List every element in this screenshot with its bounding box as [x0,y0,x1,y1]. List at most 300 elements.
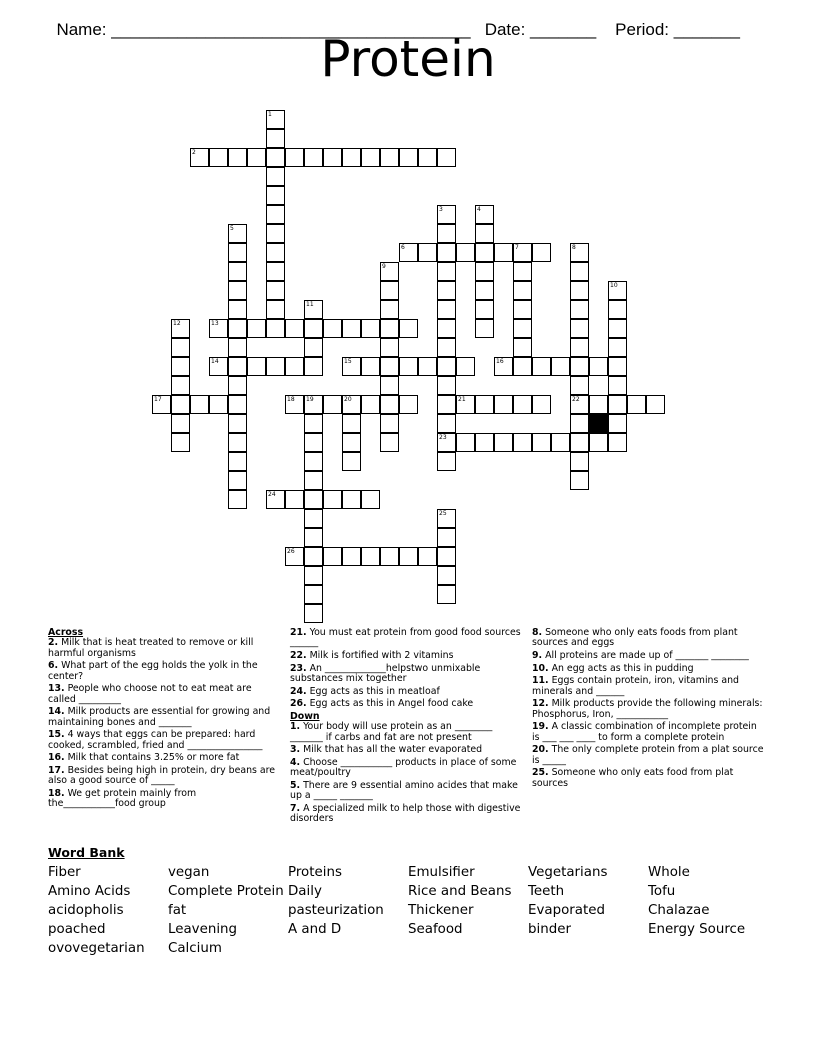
clue-number: 2. [48,637,59,649]
crossword-cell[interactable] [361,148,380,167]
crossword-cell[interactable] [608,300,627,319]
word-bank-item: fat [168,903,187,918]
crossword-cell[interactable] [342,452,361,471]
crossword-cell[interactable] [171,357,190,376]
crossword-cell[interactable] [437,414,456,433]
clue-number: 17. [48,765,65,776]
clue-number: 23. [290,662,307,674]
clue-text: Milk products provide the following minerals: Phosphorus, Iron, ___________ [532,698,763,720]
crossword-cell[interactable] [228,319,247,338]
crossword-cell[interactable] [437,376,456,395]
clue-number: 12. [532,698,549,710]
crossword-cell[interactable] [437,338,456,357]
crossword-cell[interactable] [247,319,266,338]
black-cell [589,414,608,433]
clue-number: 25. [532,767,549,779]
crossword-cell[interactable] [608,395,627,414]
crossword-cell[interactable] [361,547,380,566]
crossword-cell[interactable] [380,395,399,414]
crossword-cell[interactable] [475,243,494,262]
clue-number: 20. [532,744,549,756]
clue-text: An egg acts as this in pudding [548,662,694,674]
word-bank-item: Seafood [408,922,463,937]
crossword-cell[interactable] [323,148,342,167]
crossword-cell[interactable] [608,338,627,357]
crossword-cell[interactable] [304,471,323,490]
crossword-cell[interactable] [266,243,285,262]
clue-number: 13. [48,683,65,695]
clue-text: What part of the egg holds the yolk in the center? [48,660,258,682]
clue-text: An _____________helpstwo unmixable substances mix together [290,662,481,684]
clue-item [48,661,280,682]
cell-number: 18 [287,396,295,403]
clue-text: Your body will use protein as an ________ _______ if carbs and fat are not present [290,721,493,743]
crossword-cell[interactable] [589,433,608,452]
crossword-cell[interactable] [437,566,456,585]
crossword-cell[interactable] [570,433,589,452]
crossword-cell[interactable] [532,433,551,452]
crossword-cell[interactable] [475,224,494,243]
crossword-cell[interactable] [437,357,456,376]
word-bank-item: poached [48,922,106,937]
crossword-cell[interactable] [437,395,456,414]
crossword-cell[interactable] [437,224,456,243]
crossword-cell[interactable] [380,300,399,319]
cell-number: 17 [154,396,162,403]
crossword-cell[interactable] [589,357,608,376]
clue-number: 15. [48,729,65,741]
crossword-cell[interactable] [209,395,228,414]
crossword-cell[interactable] [399,319,418,338]
crossword-cell[interactable] [266,357,285,376]
word-bank-item: Rice and Beans [408,884,512,899]
crossword-cell[interactable] [304,585,323,604]
crossword-cell[interactable] [437,452,456,471]
crossword-cell[interactable] [456,243,475,262]
crossword-cell[interactable] [304,357,323,376]
word-bank-item: Proteins [288,865,342,880]
word-bank-item: A and D [288,922,342,937]
clue-text: 4 ways that eggs can be prepared: hard cooked, scrambled, fried and ________________ [48,729,263,751]
crossword-cell[interactable] [437,585,456,604]
cell-number: 21 [458,396,466,403]
crossword-cell[interactable] [380,338,399,357]
crossword-cell[interactable] [190,395,209,414]
crossword-cell[interactable] [608,414,627,433]
crossword-cell[interactable] [437,319,456,338]
crossword-cell[interactable] [513,395,532,414]
word-bank-item: Daily [288,884,322,899]
crossword-cell[interactable] [380,414,399,433]
clue-item [532,745,764,766]
clue-number: 10. [532,662,549,674]
crossword-cell[interactable] [513,433,532,452]
word-bank-item: acidopholis [48,903,124,918]
cell-number: 15 [344,358,352,365]
clue-number: 18. [48,788,65,799]
clue-number: 22. [290,650,307,661]
crossword-cell[interactable] [247,357,266,376]
clue-text: You must eat protein from good food sources ______ [290,627,521,649]
word-bank-item: vegan [168,865,210,880]
crossword-cell[interactable] [171,338,190,357]
word-bank-item: Chalazae [648,903,710,918]
clue-item [290,699,522,709]
clue-item [532,699,764,720]
cell-number: 22 [572,396,580,403]
word-bank-item: ovovegetarian [48,941,145,956]
crossword-cell[interactable] [570,319,589,338]
crossword-cell[interactable] [456,357,475,376]
crossword-cell[interactable] [456,433,475,452]
crossword-cell[interactable] [171,414,190,433]
crossword-cell[interactable] [418,148,437,167]
crossword-cell[interactable] [228,300,247,319]
clue-item [532,664,764,674]
crossword-cell[interactable] [570,452,589,471]
clue-number: 3. [290,744,301,756]
crossword-cell[interactable] [380,319,399,338]
crossword-cell[interactable] [437,528,456,547]
crossword-cell[interactable] [266,129,285,148]
crossword-cell[interactable] [608,319,627,338]
clue-item [290,722,522,743]
crossword-cell[interactable] [513,262,532,281]
crossword-cell[interactable] [266,281,285,300]
crossword-cell[interactable] [266,205,285,224]
crossword-cell[interactable] [304,547,323,566]
clue-item [532,676,764,697]
crossword-cell[interactable] [380,357,399,376]
crossword-cell[interactable] [608,433,627,452]
crossword-cell[interactable] [418,357,437,376]
crossword-cell[interactable] [342,319,361,338]
crossword-cell[interactable] [323,319,342,338]
clue-item [48,684,280,705]
cell-number: 10 [610,282,618,289]
cell-number: 24 [268,491,276,498]
word-bank [48,863,768,958]
crossword-cell[interactable] [608,376,627,395]
cell-number: 19 [306,396,314,403]
crossword-cell[interactable] [361,357,380,376]
crossword-cell[interactable] [513,300,532,319]
clue-text: Egg acts as this in Angel food cake [306,698,474,710]
page-title: Protein [320,30,496,88]
crossword-cell[interactable] [475,433,494,452]
crossword-cell[interactable] [285,357,304,376]
crossword-cell[interactable] [475,281,494,300]
crossword-cell[interactable] [380,281,399,300]
crossword-cell[interactable] [304,566,323,585]
crossword-cell[interactable] [361,319,380,338]
crossword-cell[interactable] [266,148,285,167]
name-field[interactable]: Name: ______________________________________ [56,20,471,39]
cell-number: 3 [439,206,443,213]
crossword-cell[interactable] [513,357,532,376]
clue-item [48,707,280,728]
clue-text: Choose ___________ products in place of some meat/poultry [290,756,517,779]
clues-column-2 [290,628,522,827]
crossword-cell[interactable] [304,338,323,357]
word-bank-item: Thickener [408,903,474,918]
crossword-cell[interactable] [323,395,342,414]
crossword-cell[interactable] [532,243,551,262]
crossword-cell[interactable] [228,281,247,300]
crossword-cell[interactable] [171,395,190,414]
clues-column-3 [532,628,764,791]
clue-text: We get protein mainly from the___________food group [48,788,197,810]
crossword-cell[interactable] [608,357,627,376]
crossword-cell[interactable] [171,433,190,452]
clue-item [290,745,522,755]
word-bank-item: binder [528,922,571,937]
clue-text: A classic combination of incomplete protein is ___ ___ ____ to form a complete protein [532,721,757,743]
clue-text: Milk is fortified with 2 vitamins [306,650,454,661]
crossword-cell[interactable] [228,262,247,281]
crossword-cell[interactable] [570,376,589,395]
crossword-cell[interactable] [513,338,532,357]
cell-number: 1 [268,111,272,118]
word-bank-item: Tofu [648,884,676,899]
clue-text: The only complete protein from a plat source is _____ [532,744,764,766]
clue-number: 9. [532,650,543,661]
word-bank-item: Calcium [168,941,222,956]
crossword-cell[interactable] [266,224,285,243]
crossword-cell[interactable] [266,262,285,281]
clue-number: 21. [290,627,307,638]
clue-item [290,687,522,697]
crossword-cell[interactable] [342,148,361,167]
clue-item [290,664,522,685]
word-bank-item: Complete Protein [168,884,284,899]
cell-number: 2 [192,149,196,156]
word-bank-title: Word Bank [48,845,125,860]
word-bank-item: Fiber [48,865,81,880]
word-bank-item: Evaporated [528,903,605,918]
crossword-cell[interactable] [570,262,589,281]
clue-number: 26. [290,698,307,710]
crossword-cell[interactable] [494,433,513,452]
crossword-cell[interactable] [304,414,323,433]
crossword-cell[interactable] [646,395,665,414]
crossword-cell[interactable] [570,471,589,490]
clue-item [290,804,522,825]
crossword-cell[interactable] [437,243,456,262]
crossword-cell[interactable] [228,243,247,262]
clue-number: 7. [290,802,301,814]
crossword-cell[interactable] [342,433,361,452]
cell-number: 14 [211,358,219,365]
crossword-cell[interactable] [551,433,570,452]
clue-text: All proteins are made up of _______ ________ [542,650,749,661]
clue-item [532,768,764,789]
clue-item [48,753,280,763]
crossword-cell[interactable] [437,281,456,300]
crossword-cell[interactable] [304,528,323,547]
crossword-cell[interactable] [228,433,247,452]
crossword-cell[interactable] [323,490,342,509]
crossword-cell[interactable] [475,319,494,338]
crossword-cell[interactable] [228,357,247,376]
clue-text: There are 9 essential amino acides that make up a _____ _______ [290,779,518,802]
clue-number: 19. [532,721,549,733]
cell-number: 25 [439,510,447,517]
clue-number: 11. [532,675,549,687]
crossword-cell[interactable] [228,148,247,167]
clue-number: 8. [532,627,543,638]
clue-text: Eggs contain protein, iron, vitamins and minerals and ______ [532,675,739,697]
clue-number: 14. [48,706,65,718]
crossword-cell[interactable] [342,414,361,433]
clue-item [290,628,522,649]
crossword-cell[interactable] [228,338,247,357]
clue-number: 4. [290,756,301,768]
crossword-cell[interactable] [266,167,285,186]
crossword-cell[interactable] [532,357,551,376]
crossword-cell[interactable] [171,376,190,395]
clue-text: Someone who only eats food from plat sources [532,767,734,789]
crossword-cell[interactable] [570,338,589,357]
cell-number: 26 [287,548,295,555]
word-bank-item: Emulsifier [408,865,475,880]
crossword-cell[interactable] [475,262,494,281]
crossword-cell[interactable] [418,547,437,566]
clue-item [48,766,280,787]
cell-number: 9 [382,263,386,270]
clue-item [48,789,280,810]
crossword-cell[interactable] [399,395,418,414]
clue-text: A specialized milk to help those with digestive disorders [290,802,521,825]
crossword-cell[interactable] [551,357,570,376]
cell-number: 20 [344,396,352,403]
crossword-cell[interactable] [228,490,247,509]
crossword-cell[interactable] [570,414,589,433]
crossword-cell[interactable] [475,395,494,414]
crossword-cell[interactable] [399,547,418,566]
clue-text: Egg acts as this in meatloaf [306,685,440,697]
crossword-cell[interactable] [228,471,247,490]
word-bank-item: Leavening [168,922,238,937]
period-field[interactable]: Period: _______ [615,20,740,39]
crossword-cell[interactable] [494,243,513,262]
cell-number: 4 [477,206,481,213]
crossword-cell[interactable] [342,490,361,509]
crossword-cell[interactable] [399,357,418,376]
crossword-cell[interactable] [266,300,285,319]
clue-number: 5. [290,779,301,791]
crossword-cell[interactable] [285,490,304,509]
crossword-cell[interactable] [304,148,323,167]
clue-text: Milk that has all the water evaporated [300,744,483,756]
clue-text: People who choose not to eat meat are called _________ [48,683,252,705]
word-bank-item: Whole [648,865,690,880]
crossword-cell[interactable] [266,186,285,205]
crossword-cell[interactable] [532,395,551,414]
clue-item [532,651,764,661]
cell-number: 8 [572,244,576,251]
crossword-cell[interactable] [304,452,323,471]
crossword-cell[interactable] [228,395,247,414]
cell-number: 23 [439,434,447,441]
crossword-cell[interactable] [494,395,513,414]
crossword-cell[interactable] [380,376,399,395]
crossword-cell[interactable] [304,490,323,509]
crossword-cell[interactable] [285,148,304,167]
cell-number: 11 [306,301,314,308]
crossword-cell[interactable] [589,395,608,414]
crossword-cell[interactable] [228,376,247,395]
crossword-cell[interactable] [304,319,323,338]
crossword-cell[interactable] [304,509,323,528]
word-bank-item: Energy Source [648,922,746,937]
cell-number: 6 [401,244,405,251]
clue-number: 6. [48,660,59,672]
crossword-cell[interactable] [304,433,323,452]
word-bank-item: Teeth [528,884,565,899]
crossword-cell[interactable] [361,490,380,509]
crossword-cell[interactable] [513,281,532,300]
crossword-cell[interactable] [380,148,399,167]
crossword-cell[interactable] [437,300,456,319]
crossword-cell[interactable] [437,262,456,281]
crossword-cell[interactable] [380,433,399,452]
crossword-cell[interactable] [285,319,304,338]
crossword-cell[interactable] [323,547,342,566]
crossword-cell[interactable] [627,395,646,414]
clue-item [48,638,280,659]
clue-number: 16. [48,752,65,764]
down-heading: Down [290,710,320,722]
crossword-cell[interactable] [437,148,456,167]
crossword-cell[interactable] [570,281,589,300]
clue-item [532,628,764,649]
crossword-cell[interactable] [228,452,247,471]
crossword-cell[interactable] [380,547,399,566]
crossword-cell[interactable] [266,319,285,338]
clues-column-1 [48,628,280,812]
crossword-cell[interactable] [342,547,361,566]
clue-item [532,722,764,743]
clue-text: Milk that contains 3.25% or more fat [64,752,240,764]
word-bank-item: Vegetarians [528,865,608,880]
clue-number: 24. [290,685,307,697]
cell-number: 13 [211,320,219,327]
clue-text: Milk that is heat treated to remove or kill harmful organisms [48,637,254,659]
crossword-cell[interactable] [570,357,589,376]
crossword-cell[interactable] [361,395,380,414]
cell-number: 7 [515,244,519,251]
crossword-cell[interactable] [418,243,437,262]
clue-text: Someone who only eats foods from plant sources and eggs [532,627,738,649]
crossword-cell[interactable] [228,414,247,433]
crossword-cell[interactable] [247,148,266,167]
crossword-cell[interactable] [570,300,589,319]
clue-item [290,651,522,661]
date-field[interactable]: Date: _______ [484,20,597,39]
crossword-cell[interactable] [513,319,532,338]
crossword-cell[interactable] [437,547,456,566]
clue-number: 1. [290,721,301,733]
across-heading: Across [48,627,84,638]
crossword-cell[interactable] [475,300,494,319]
cell-number: 5 [230,225,234,232]
crossword-cell[interactable] [399,148,418,167]
crossword-cell[interactable] [304,604,323,623]
word-bank-item: pasteurization [288,903,384,918]
crossword-cell[interactable] [209,148,228,167]
clue-text: Besides being high in protein, dry beans are also a good source of _____ [48,765,276,787]
